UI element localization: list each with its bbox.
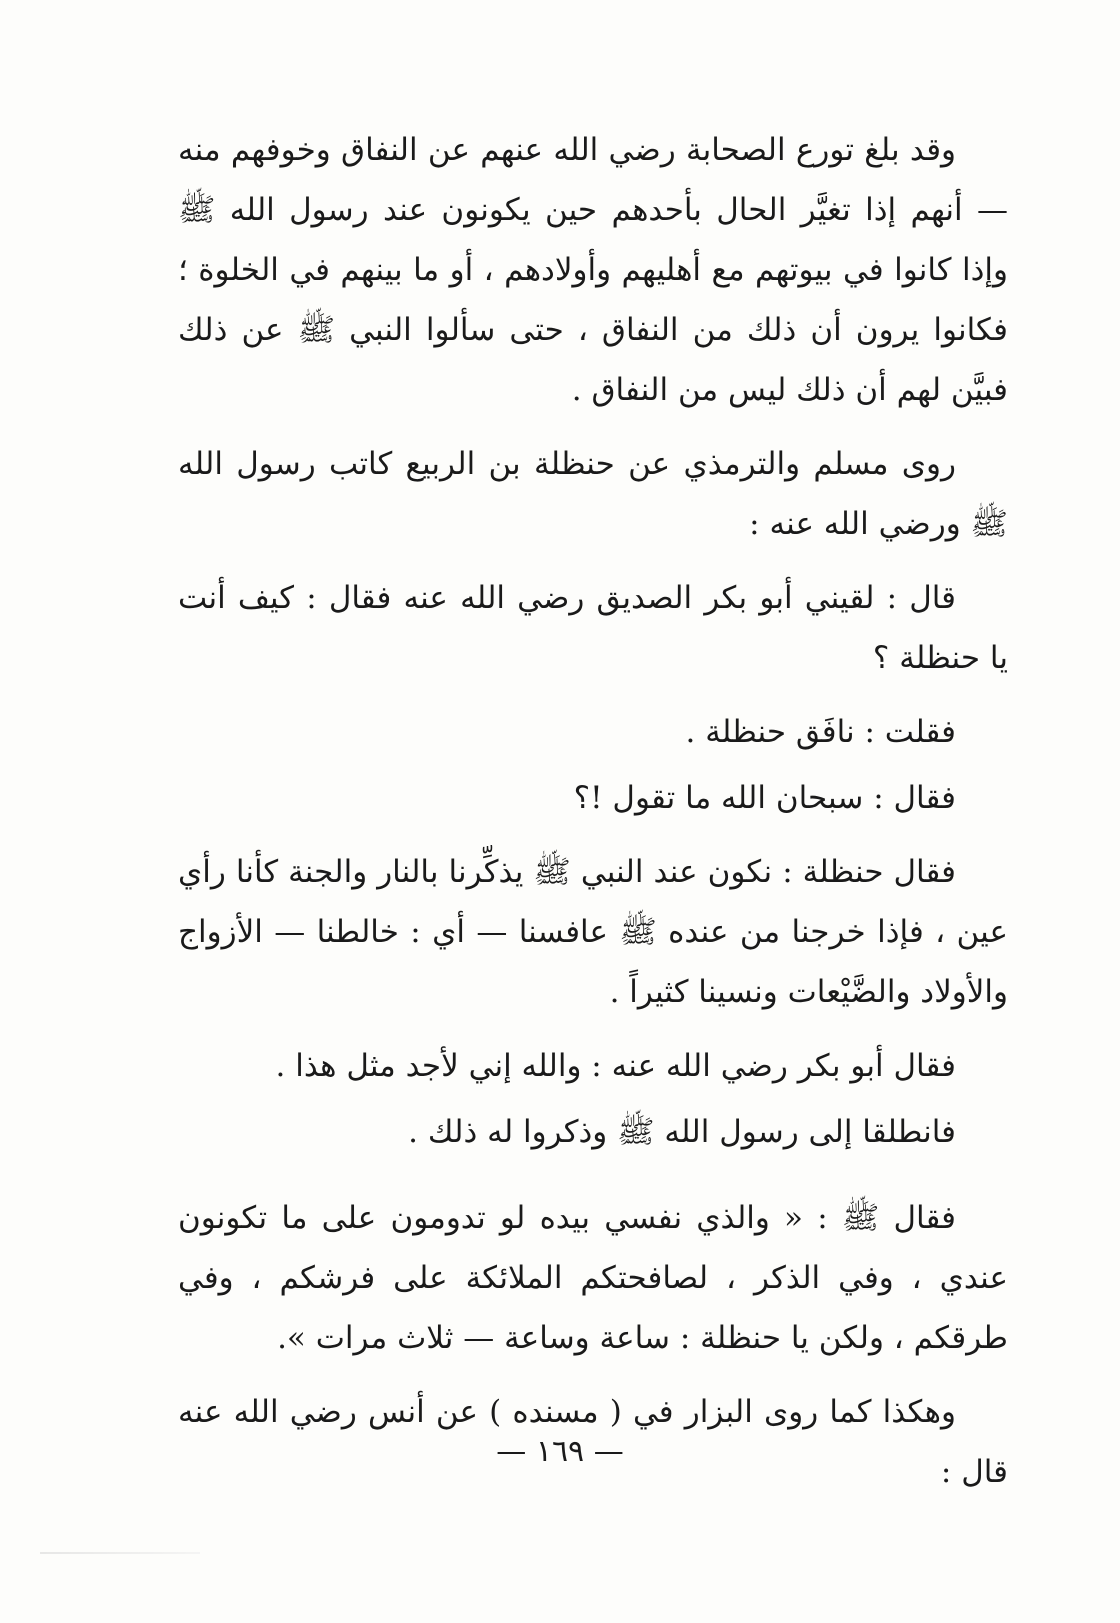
paragraph-bazzar: وهكذا كما روى البزار في ( مسنده ) عن أنس رضي الله عنه قال : — [178, 1394, 1008, 1490]
paragraph-prophet-answer: فقال ﷺ : « والذي نفسي بيده لو تدومون على ما تكونون عندي ، وفي الذكر ، لصافحتكم الملائكة على فرشكم ، وفي طرقكم ، ولكن يا حنظلة : ساعة وساعة — ثلاث مرات ». — [178, 1200, 1008, 1356]
page-number: — ١٦٩ — — [496, 1434, 624, 1469]
paragraph-abu-bakr-agrees: فقال أبو بكر رضي الله عنه : والله إني لأجد مثل هذا . — [275, 1048, 956, 1084]
paragraph-subhanallah: فقال : سبحان الله ما تقول !؟ — [573, 780, 956, 816]
paragraph-abu-bakr-question: قال : لقيني أبو بكر الصديق رضي الله عنه فقال : كيف أنت يا حنظلة ؟ — [178, 580, 1008, 676]
paragraph-went-to-prophet: فانطلقا إلى رسول الله ﷺ وذكروا له ذلك . — [408, 1114, 956, 1150]
body-text — [178, 120, 1008, 1516]
paragraph-hanzala-explains: فقال حنظلة : نكون عند النبي ﷺ يذكِّرنا بالنار والجنة كأنا رأي عين ، فإذا خرجنا من عنده ﷺ عافسنا — أي : خالطنا — الأزواج والأولاد والضَّيْعات ونسينا كثيراً . — [178, 854, 1008, 1010]
paragraph-intro: وقد بلغ تورع الصحابة رضي الله عنهم عن النفاق وخوفهم منه — أنهم إذا تغيَّر الحال بأحدهم حين يكونون عند رسول الله ﷺ وإذا كانوا في بيوتهم مع أهليهم وأولادهم ، أو ما بينهم في الخلوة ؛ فكانوا يرون أن ذلك من النفاق ، حتى سألوا النبي ﷺ عن ذلك فبيَّن لهم أن ذلك ليس من النفاق . — [178, 132, 1008, 408]
paragraph-hanzala-reply: فقلت : نافَق حنظلة . — [685, 714, 956, 750]
paragraph-narration: روى مسلم والترمذي عن حنظلة بن الربيع كاتب رسول الله ﷺ ورضي الله عنه : — [178, 446, 1008, 542]
scan-artifact — [40, 1552, 200, 1554]
